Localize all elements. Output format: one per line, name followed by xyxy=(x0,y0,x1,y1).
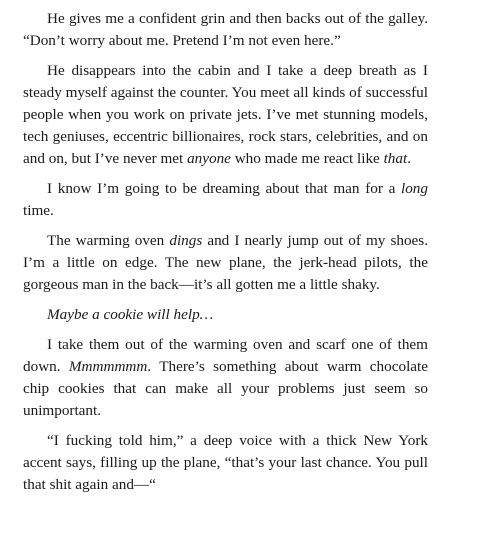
italic-run: that xyxy=(383,150,408,167)
paragraph-7 xyxy=(23,430,428,496)
paragraph-5 xyxy=(23,304,428,326)
text-run: The warming oven xyxy=(47,232,170,249)
text-run: He gives me a confident grin and then backs out of the galley. “Don’t worry about me. Pretend I’m not even here.” xyxy=(23,10,428,49)
text-run: He disappears into the cabin and I take a deep breath as I steady myself against the counter. You meet all kinds of successful people when you work on private jets. I’ve met stunning models, tech geniuses, eccentric billionaires, rock stars, celebrities, and on and on, but I’ve never met xyxy=(23,62,428,167)
text-run: . There’s something about warm chocolate chip cookies that can make all your problems just seem so unimportant. xyxy=(23,358,428,419)
paragraph-3 xyxy=(23,178,428,222)
paragraph-1 xyxy=(23,8,428,52)
text-run: . xyxy=(407,150,412,167)
italic-run: anyone xyxy=(187,150,231,167)
italic-run: dings xyxy=(169,232,203,249)
text-run: “I fucking told him,” a deep voice with a thick New York accent says, filling up the plane, “that’s your last chance. You pull that shit again and—“ xyxy=(23,432,428,493)
text-run: I know I’m going to be dreaming about that man for a xyxy=(47,180,401,197)
paragraph-6 xyxy=(23,334,428,422)
text-run: who made me react like xyxy=(230,150,384,167)
text-run: time. xyxy=(23,202,54,219)
text-run: and I nearly jump out of my shoes. I’m a little on edge. The new plane, the jerk-head pilots, the gorgeous man in the back—it’s all gotten me a little shaky. xyxy=(23,232,428,293)
paragraph-2 xyxy=(23,60,428,170)
text-run: I take them out of the warming oven and scarf one of them down. xyxy=(23,336,428,375)
italic-run: Maybe a cookie will help… xyxy=(47,306,214,323)
italic-run: long xyxy=(400,180,428,197)
italic-run: Mmmmmmm xyxy=(68,358,148,375)
paragraph-4 xyxy=(23,230,428,296)
